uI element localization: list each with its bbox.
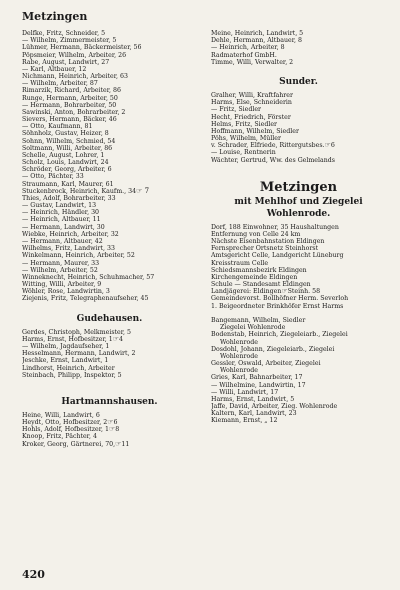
phone-hand-icon: ☞ (324, 141, 331, 150)
entry-line: Kroker, Georg, Gärtnerei, 70,☞11 (22, 439, 130, 448)
entry-line: Hoffmann, Wilhelm, Siedler (211, 127, 299, 135)
entry-line: Wiebke, Heinrich, Arbeiter, 32 (22, 230, 119, 238)
section-title-sunder: Sunder. (279, 77, 318, 88)
entry-line: Gralher, Willi, Kraftfahrer (211, 92, 293, 100)
entry-line: Schelle, August, Lohrer, 1 (22, 151, 105, 159)
phone-number: 6 (330, 142, 335, 150)
entry-line: Hesselmann, Hermann, Landwirt, 2 (22, 350, 136, 358)
entry-line: Gries, Karl, Bahnarbeiter, 17 (211, 374, 303, 382)
entry-line: Landjägerei: Eldingen☞Steinh. 58 (211, 287, 321, 296)
entry-line: — Wilhelmine, Landwirtin, 17 (211, 381, 306, 389)
entry-line: Gessler, Oswald, Arbeiter, Ziegelei (211, 360, 321, 368)
entry-line: Steinbach, Philipp, Inspektor, 5 (22, 371, 122, 379)
entry-line: Fernsprecher Ortsnetz Steinhorst (211, 245, 319, 253)
phone-hand-icon: ☞ 7 (136, 186, 150, 195)
entry-line: Bodenstab, Heinrich, Ziegeleiarb., Ziegelei (211, 331, 348, 339)
entry-line: — Karl, Altbauer, 12 (22, 65, 87, 73)
entry-line: Ziegelei Wohlenrode (220, 324, 286, 332)
entry-line: Winneknecht, Heinrich, Schuhmacher, 57 (22, 273, 155, 281)
entry-line: — Otto, Pächter, 33 (22, 173, 84, 181)
entry-line: Kirchengemeinde Eldingen (211, 273, 298, 281)
phone-hand-icon: ☞ (281, 287, 288, 296)
entry-line: Winkelmann, Heinrich, Arbeiter, 52 (22, 252, 135, 260)
right-column (211, 30, 386, 425)
phone-number: Steinh. 58 (287, 288, 321, 296)
entry-line: — Heinrich, Altbauer, 11 (22, 216, 101, 224)
entry-line: Wohlenrode (220, 338, 258, 346)
entry-line: — Hermann, Bohrarbeiter, 50 (22, 101, 117, 109)
entry-line: — Gustav, Landwirt, 13 (22, 202, 97, 210)
metzingen-residents (211, 317, 386, 425)
phone-number: 6 (113, 419, 118, 427)
entry-line: Gemeindevorst. Bollhöfner Herm. Severloh (211, 295, 349, 303)
entry-line: — Heinrich, Händler, 30 (22, 209, 100, 217)
page-number: 420 (22, 568, 45, 581)
entry-line: Straumann, Karl, Maurer, 61 (22, 180, 114, 188)
entry-line: Dehle, Hermann, Altbauer, 8 (211, 37, 302, 45)
entry-line: Hohls, Adolf, Hofbesitzer, 1☞8 (22, 425, 120, 434)
phone-number: 4 (119, 335, 123, 343)
entry-line: — Wilhelm, Arbeiter, 52 (22, 266, 98, 274)
village-info (211, 224, 386, 310)
entry-line: Schule — Standesamt Eldingen (211, 281, 311, 289)
entry-line: — Wilhelm, Zimmermeister, 5 (22, 37, 117, 45)
entry-line: Wohlenrode (220, 367, 258, 375)
entry-line: Rabe, August, Landwirt, 27 (22, 58, 110, 66)
phone-hand-icon: ☞ (108, 425, 116, 434)
entry-line: Delfke, Fritz, Schneider, 5 (22, 30, 106, 37)
entry-line: — Otto, Kaufmann, 81 (22, 123, 93, 131)
entry-line: Rimarzik, Richard, Arbeiter, 86 (22, 87, 121, 95)
gudehausen-entries (22, 329, 197, 379)
entry-line: Soltmann, Willi, Arbeiter, 86 (22, 144, 113, 152)
entry-line: Ziejenis, Fritz, Telegraphenaufseher, 45 (22, 295, 149, 303)
entry-line: Harms, Ernst, Hofbesitzer, 1☞4 (22, 334, 123, 343)
entry-line: Lühmer, Hermann, Bäckermeister, 56 (22, 44, 142, 52)
entry-line: Jaffe, David, Arbeiter, Zieg. Wohlenrode (211, 403, 338, 411)
section-title-gudehausen: Gudehausen. (76, 313, 143, 324)
entry-line: Wächter, Gertrud, Ww. des Gelmelands (211, 156, 335, 164)
entry-line: Thies, Adolf, Bohrarbeiter, 33 (22, 194, 116, 202)
entry-line: Entfernung von Celle 24 km (211, 230, 301, 238)
entry-line: Stuckenbrock, Heinrich, Kaufm., 34☞ 7 (22, 186, 150, 195)
phone-hand-icon: ☞ (107, 418, 114, 427)
entry-line: Dosdohl, Johann, Ziegeleiarb., Ziegelei (211, 345, 335, 353)
entry-line: Jeschke, Ernst, Landwirt, 1 (22, 357, 109, 365)
section-subtitle-2: Wohlenrode. (266, 208, 331, 219)
entry-line: Sohnn, Wilhelm, Schmied, 54 (22, 137, 116, 145)
left-entries (22, 30, 197, 303)
entry-line: Sievers, Hermann, Bäcker, 46 (22, 116, 117, 124)
entry-line: Scholz, Louis, Landwirt, 24 (22, 159, 109, 167)
entry-line: Söhnholz, Gustav, Heizer, 8 (22, 130, 109, 138)
entry-line: Pöhs, Wilhelm, Müller (211, 135, 281, 143)
section-subtitle: mit Mehlhof und Ziegelei (234, 196, 363, 207)
entry-line: — Heinrich, Arbeiter, 8 (211, 44, 285, 52)
right-entries (211, 30, 386, 66)
entry-line: — Hermann, Altbauer, 42 (22, 237, 103, 245)
entry-line: Kreisstraum Celle (211, 259, 269, 267)
phone-hand-icon: ☞ (115, 439, 122, 448)
left-column (22, 30, 197, 448)
entry-line: Harms, Else, Schneiderin (211, 99, 292, 107)
entry-line: Wohlenrode (220, 352, 258, 360)
entry-line: Nichmann, Heinrich, Arbeiter, 63 (22, 73, 128, 81)
entry-line: — Hermann, Landwirt, 30 (22, 223, 105, 231)
phone-hand-icon: ☞ (112, 334, 120, 343)
entry-line: Radmaterhof GmbH. (211, 51, 277, 59)
entry-line: Wöhler, Rose, Landwirtin, 3 (22, 288, 110, 296)
entry-line: Helms, Fritz, Siedler (211, 120, 278, 128)
entry-line: Meine, Heinrich, Landwirt, 5 (211, 30, 304, 37)
sunder-entries (211, 92, 386, 164)
entry-line: Heydt, Otto, Hofbesitzer, 2☞6 (22, 418, 118, 427)
phone-number: 8 (115, 426, 120, 434)
section-title-hartmannshausen: Hartmannshausen. (61, 396, 158, 407)
entry-line: Hecht, Friedrich, Förster (211, 113, 291, 121)
entry-line: Kaltern, Karl, Landwirt, 23 (211, 410, 297, 418)
hartmannshausen-entries (22, 412, 197, 448)
entry-line: Lindhorst, Heinrich, Arbeiter (22, 364, 115, 372)
entry-line: — Wilhelm, Jagdaufseher, 1 (22, 343, 110, 351)
entry-line: Nächste Eisenbahnstation Eldingen (211, 238, 325, 246)
entry-line: Schiedsmannsbezirk Eldingen (211, 266, 307, 274)
running-header: Metzingen (22, 10, 88, 23)
entry-line: Knoop, Fritz, Pächter, 4 (22, 433, 97, 441)
entry-line: — Wilhelm, Arbeiter, 87 (22, 80, 98, 88)
phone-number: 11 (121, 440, 130, 448)
section-title-metzingen: Metzingen (259, 179, 338, 195)
entry-line: Witting, Willi, Arbeiter, 9 (22, 281, 102, 289)
entry-line: Runge, Hermann, Arbeiter, 50 (22, 94, 118, 102)
entry-line: Pöpsmeier, Wilhelm, Arbeiter, 26 (22, 51, 127, 59)
entry-line: Dorf, 188 Einwohner, 35 Haushaltungen (211, 223, 339, 231)
entry-line: — Fritz, Siedler (211, 106, 262, 114)
entry-line: Sawinski, Anton, Bohrarbeiter, 2 (22, 108, 126, 116)
entry-line: Wilhelms, Fritz, Landwirt, 33 (22, 245, 115, 253)
entry-line: — Willi, Landwirt, 17 (211, 388, 279, 396)
entry-line: Bangemann, Wilhelm, Siedler (211, 316, 306, 324)
entry-line: 1. Beigeordneter Brinkhöfer Ernst Harms (211, 302, 344, 310)
entry-line: Schröder, Georg, Arbeiter, 6 (22, 166, 112, 174)
entry-line: Gerdes, Christoph, Melkmeister, 5 (22, 328, 132, 336)
entry-line: Kiemann, Ernst, „ 12 (211, 417, 278, 425)
entry-line: v. Schrader, Elfriede, Rittergutsbes.☞6 (211, 141, 335, 150)
entry-line: Amtsgericht Celle, Landgericht Lüneburg (211, 252, 344, 260)
entry-line: — Louise, Rentnerin (211, 149, 276, 157)
entry-line: Harms, Ernst, Landwirt, 5 (211, 395, 295, 403)
entry-line: — Hermann, Maurer, 33 (22, 259, 100, 267)
entry-line: Timme, Willi, Verwalter, 2 (211, 58, 294, 66)
entry-line: Heine, Willi, Landwirt, 6 (22, 411, 100, 419)
